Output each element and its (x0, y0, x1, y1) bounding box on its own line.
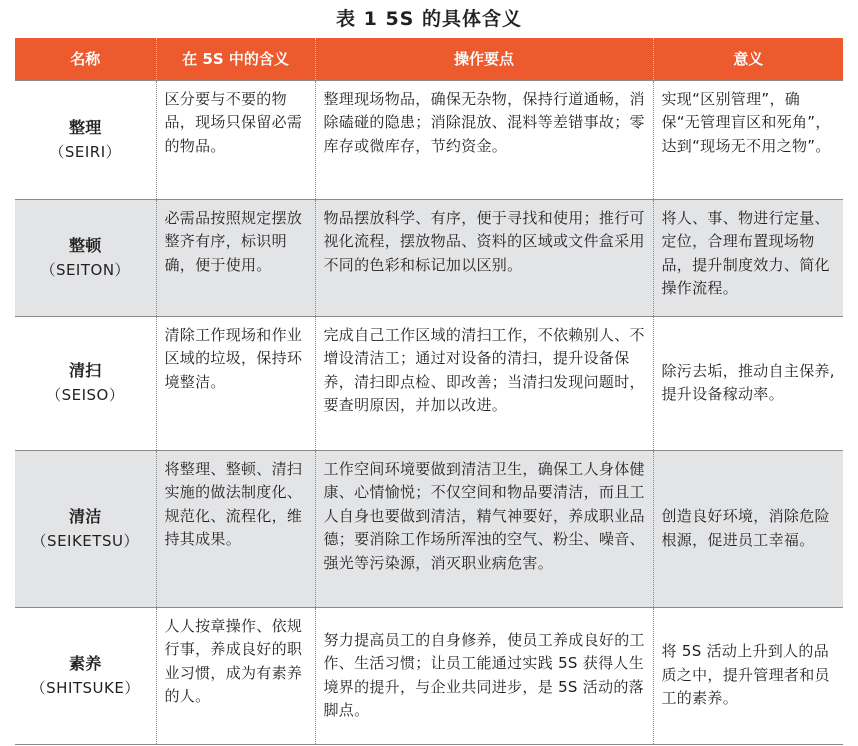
name-cell (15, 607, 156, 744)
header-points: 操作要点 (315, 38, 653, 80)
name-en: （SEIKETSU） (31, 531, 139, 550)
header-meaning: 在 5S 中的含义 (156, 38, 315, 80)
meaning-cell: 将整理、整顿、清扫实施的做法制度化、规范化、流程化，维持其成果。 (156, 450, 315, 607)
name-cn: 素养 (68, 653, 102, 673)
name-en: （SEISO） (46, 386, 125, 404)
table-header-row (15, 38, 843, 80)
significance-cell: 将人、事、物进行定量、定位，合理布置现场物品，提升制度效力、简化操作流程。 (653, 199, 843, 316)
5s-table (15, 38, 843, 745)
name-en: （SHITSUKE） (30, 678, 140, 697)
table-row (15, 199, 843, 316)
name-cn: 清扫 (68, 361, 102, 380)
name-cn: 清洁 (68, 506, 102, 526)
table-row (15, 80, 843, 199)
meaning-cell: 区分要与不要的物品，现场只保留必需的物品。 (156, 80, 315, 199)
table-row (15, 607, 843, 744)
meaning-cell: 必需品按照规定摆放整齐有序，标识明确，便于使用。 (156, 199, 315, 316)
points-cell: 努力提高员工的自身修养，使员工养成良好的工作、生活习惯；让员工能通过实践 5S 获得人生境界的提升，与企业共同进步，是 5S 活动的落脚点。 (315, 607, 653, 744)
significance-cell: 创造良好环境，消除危险根源，促进员工幸福。 (653, 450, 843, 607)
significance-cell: 实现“区别管理”，确保“无管理盲区和死角”，达到“现场无不用之物”。 (653, 80, 843, 199)
table-caption: 表 1 5S 的具体含义 (336, 8, 522, 30)
name-en: （SEITON） (40, 260, 131, 279)
name-cell (15, 450, 156, 607)
meaning-cell: 人人按章操作、依规行事，养成良好的职业习惯，成为有素养的人。 (156, 607, 315, 744)
points-cell: 完成自己工作区域的清扫工作，不依赖别人、不增设清洁工；通过对设备的清扫，提升设备保养，清扫即点检、即改善；当清扫发现问题时，要查明原因，并加以改进。 (315, 316, 653, 450)
name-en: （SEIRI） (49, 142, 122, 161)
significance-cell: 将 5S 活动上升到人的品质之中，提升管理者和员工的素养。 (653, 607, 843, 744)
name-cn: 整理 (68, 117, 102, 137)
header-name: 名称 (70, 50, 101, 69)
header-significance: 意义 (653, 38, 843, 80)
table-row (15, 316, 843, 450)
name-cell (15, 316, 156, 450)
significance-cell: 除污去垢，推动自主保养,提升设备稼动率。 (653, 316, 843, 450)
table-row (15, 450, 843, 607)
points-cell: 物品摆放科学、有序，便于寻找和使用；推行可视化流程，摆放物品、资料的区域或文件盒采用不同的色彩和标记加以区别。 (315, 199, 653, 316)
points-cell: 整理现场物品，确保无杂物，保持行道通畅，消除磕碰的隐患；消除混放、混料等差错事故；零库存或微库存，节约资金。 (315, 80, 653, 199)
name-cell (15, 199, 156, 316)
name-cn: 整顿 (68, 235, 102, 255)
points-cell: 工作空间环境要做到清洁卫生，确保工人身体健康、心情愉悦；不仅空间和物品要清洁，而且工人自身也要做到清洁，精气神要好，养成职业品德；要消除工作场所浑浊的空气、粉尘、噪音、强光等污染源，消灭职业病危害。 (315, 450, 653, 607)
name-cell (15, 80, 156, 199)
meaning-cell: 清除工作现场和作业区域的垃圾，保持环境整洁。 (156, 316, 315, 450)
